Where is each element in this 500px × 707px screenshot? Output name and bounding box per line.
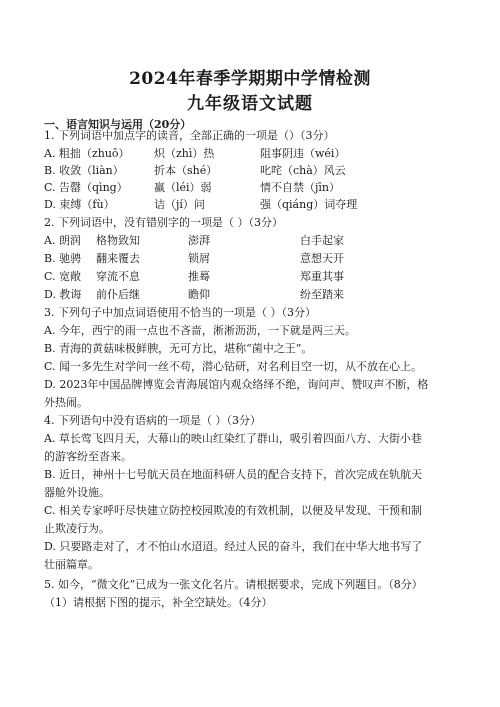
q2-option-d-4: 纷至踏来: [300, 288, 344, 301]
q3-option-d-line2: 外热闹。: [44, 396, 88, 409]
q2-option-d-2: 前仆后继: [96, 288, 140, 301]
q3-option-b: B. 青海的黄菇味极鲜腴，无可方比，堪称“菌中之王”。: [44, 342, 313, 355]
q1-option-d-3: 强（qiáng）词夺理: [260, 198, 358, 211]
q1-option-a-2: 炽（zhì）热: [154, 147, 215, 160]
q5-subquestion-1: （1）请根据下图的提示，补全空缺处。（4分）: [44, 596, 273, 609]
q1-option-d-1: D. 束缚（fù）: [44, 198, 115, 211]
q2-option-b-4: 意想天开: [300, 252, 344, 265]
q2-option-d-3: 瞻仰: [188, 288, 210, 301]
q1-option-a-1: A. 粗拙（zhuō）: [44, 147, 130, 160]
exam-title: 2024年春季学期期中学情检测: [129, 69, 371, 89]
q2-option-b-2: 翻来覆去: [96, 252, 140, 265]
q1-option-c-2: 羸（léi）弱: [154, 181, 212, 194]
q2-option-c-2: 穿流不息: [96, 270, 140, 283]
question-5-stem: 5. 如今，“微文化”已成为一张文化名片。请根据要求，完成下列题目。（8分）: [44, 578, 423, 591]
q4-option-a-line1: A. 草长莺飞四月天，大幕山的映山红染红了群山，吸引着四面八方、大街小巷: [44, 432, 422, 445]
question-2-stem: 2. 下列词语中，没有错别字的一项是（ ）（3分）: [44, 216, 283, 229]
q4-option-b-line1: B. 近日，神州十七号航天员在地面科研人员的配合支持下，首次完成在轨航天: [44, 468, 423, 481]
q4-option-d-line2: 壮丽篇章。: [44, 558, 99, 571]
q2-option-a-3: 澎湃: [188, 234, 210, 247]
q2-option-d-1: D. 教诲: [44, 288, 82, 301]
q2-option-c-4: 郑重其事: [300, 270, 344, 283]
q2-option-b-3: 锁屑: [188, 252, 210, 265]
q4-option-d-line1: D. 只要路走对了，才不怕山水迢迢。经过人民的奋斗，我们在中华大地书写了: [44, 540, 423, 553]
q2-option-b-1: B. 驰骋: [44, 252, 82, 265]
q3-option-a: A. 今年，西宁的雨一点也不吝啬，淅淅沥沥，一下就是两三天。: [44, 324, 356, 337]
q4-option-a-line2: 的游客纷至沓来。: [44, 450, 132, 463]
q2-option-c-3: 推蓦: [188, 270, 210, 283]
question-3-stem: 3. 下列句子中加点词语使用不恰当的一项是（ ）（3分）: [44, 306, 316, 319]
q4-option-c-line1: C. 相关专家呼吁尽快建立防控校园欺凌的有效机制，以便及早发现、干预和制: [44, 504, 423, 517]
q1-option-c-1: C. 告罄（qìng）: [44, 181, 128, 194]
q1-option-b-1: B. 收敛（liàn）: [44, 164, 124, 177]
q2-option-c-1: C. 宽敞: [44, 270, 82, 283]
q2-option-a-4: 白手起家: [300, 234, 344, 247]
q2-option-a-2: 格物致知: [96, 234, 140, 247]
q1-option-d-2: 诘（jí）问: [154, 198, 205, 211]
q2-option-a-1: A. 朗润: [44, 234, 81, 247]
q3-option-c: C. 闻一多先生对学问一丝不苟，潜心钻研，对名利目空一切，从不放在心上。: [44, 360, 423, 373]
q1-option-b-3: 叱咤（chà）风云: [260, 164, 346, 177]
q4-option-b-line2: 器舱外设施。: [44, 486, 110, 499]
section-heading: 一、语言知识与运用（20分）: [44, 118, 192, 131]
q1-option-c-3: 情不自禁（jīn）: [260, 181, 341, 194]
q1-option-a-3: 阻事阴违（wéi）: [260, 147, 346, 160]
question-4-stem: 4. 下列语句中没有语病的一项是（ ）（3分）: [44, 414, 261, 427]
q1-option-b-2: 折本（shé）: [154, 164, 218, 177]
exam-subtitle: 九年级语文试题: [187, 94, 313, 114]
q3-option-d-line1: D. 2023年中国品牌博览会青海展馆内观众络绎不绝，询问声、赞叹声不断，格: [44, 378, 429, 391]
question-1-stem: 1. 下列词语中加点字的读音，全部正确的一项是（）（3分）: [44, 129, 335, 142]
q4-option-c-line2: 止欺凌行为。: [44, 522, 110, 535]
